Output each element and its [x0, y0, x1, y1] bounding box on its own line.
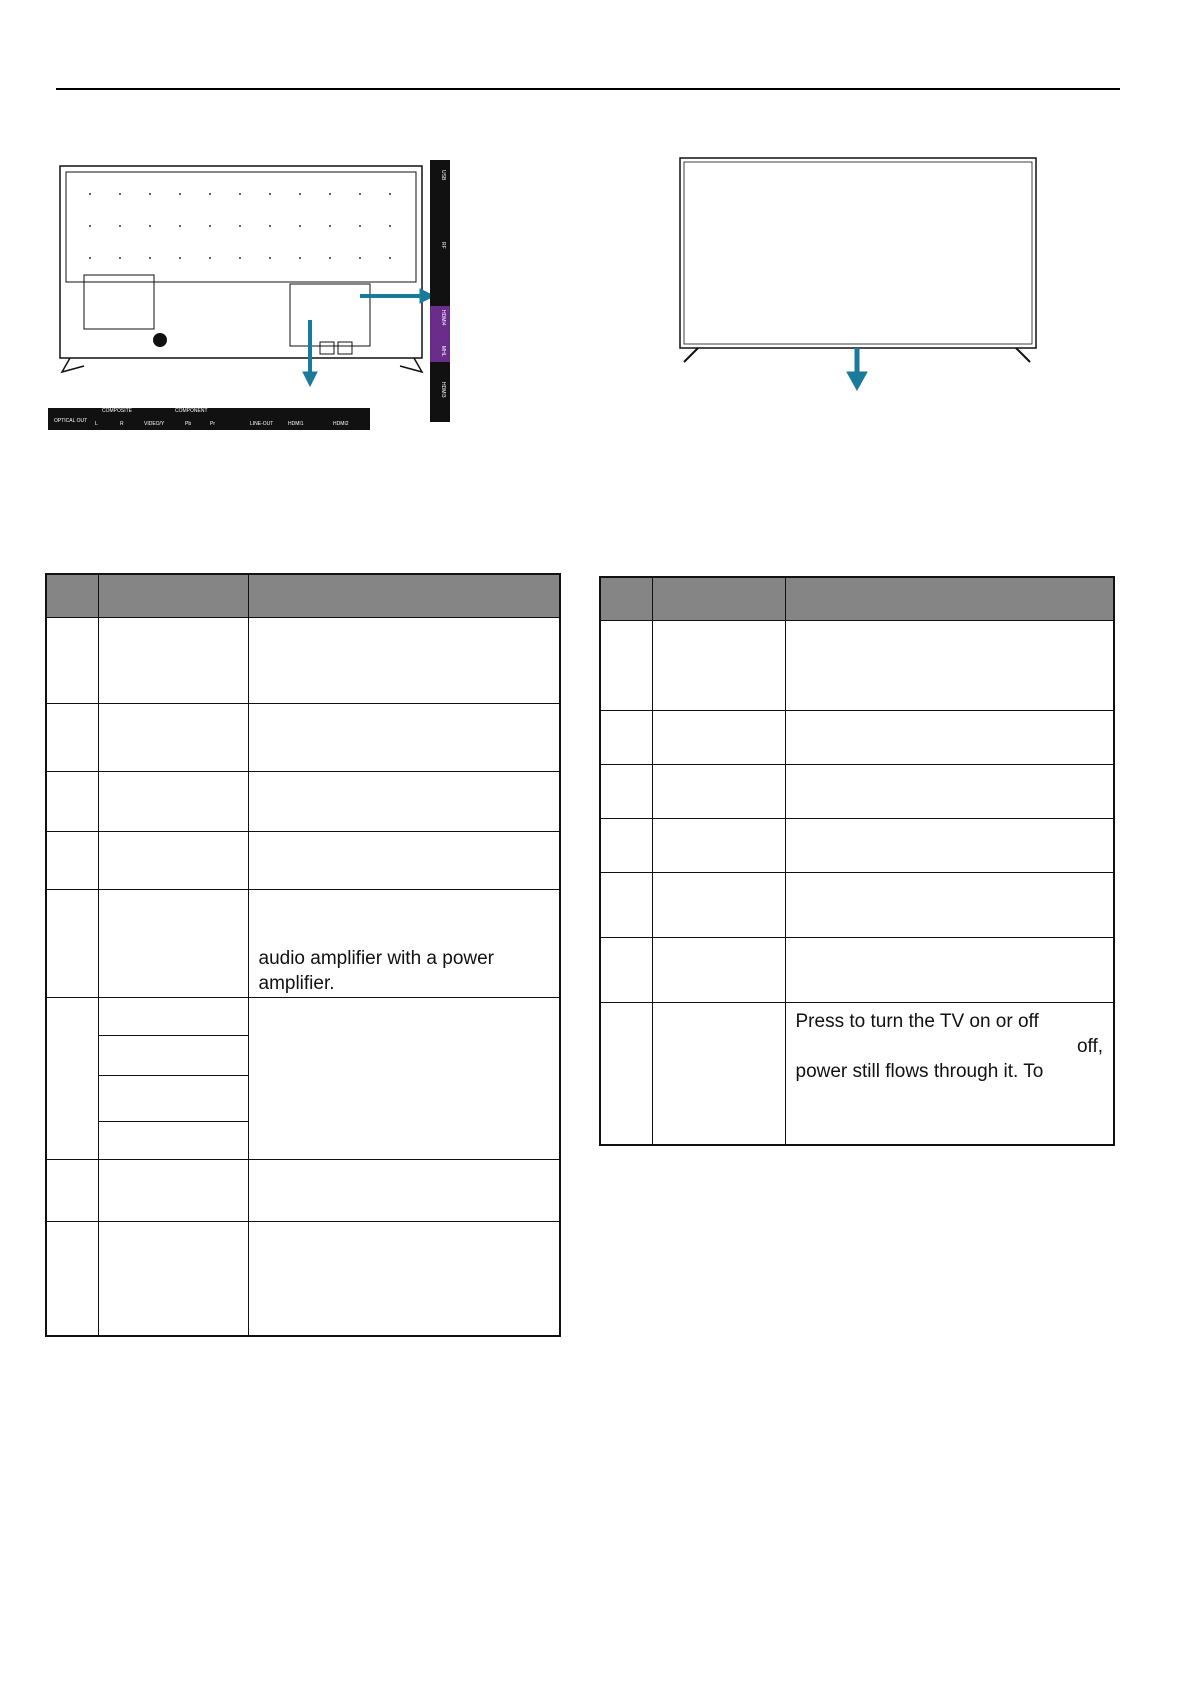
vent-dots [89, 193, 391, 259]
connection-arrows [303, 289, 434, 386]
tv-rear-view-diagram [40, 150, 520, 470]
table-row [600, 765, 1114, 819]
svg-text:R: R [120, 421, 124, 427]
svg-text:L: L [95, 421, 98, 427]
table-row [46, 832, 560, 890]
svg-text:USB: USB [440, 170, 446, 181]
svg-text:HDMI1: HDMI1 [288, 421, 304, 427]
svg-text:RF: RF [440, 242, 446, 249]
table-row [600, 711, 1114, 765]
svg-text:COMPOSITE: COMPOSITE [102, 408, 133, 414]
power-line3: power still flows through it. To [795, 1061, 1044, 1082]
table-row [600, 621, 1114, 711]
svg-text:VIDEO/Y: VIDEO/Y [144, 421, 165, 427]
table-header-row [46, 574, 560, 618]
power-line1: Press to turn the TV on or off [795, 1011, 1039, 1032]
svg-text:COMPONENT: COMPONENT [175, 408, 208, 414]
svg-text:Pr: Pr [210, 421, 215, 427]
right-spec-table [599, 576, 1115, 1146]
svg-text:Pb: Pb [185, 421, 192, 427]
table-row [600, 1003, 1114, 1145]
row5-line3: audio amplifier with a power [258, 948, 495, 969]
svg-text:HDMI2: HDMI2 [333, 421, 349, 427]
table-row [46, 704, 560, 772]
table-row [46, 1222, 560, 1336]
table-row [46, 998, 560, 1036]
table-row [46, 772, 560, 832]
tv-front-view-diagram [670, 150, 1050, 410]
table-row [46, 890, 560, 998]
table-row [600, 873, 1114, 938]
power-line2: off, [1076, 1036, 1103, 1057]
svg-text:MHL: MHL [440, 346, 446, 357]
top-rule [56, 88, 1120, 90]
table-header-row [600, 577, 1114, 621]
row5-line4: amplifier. [258, 973, 335, 994]
svg-text:HDMI3: HDMI3 [440, 382, 446, 398]
table-row [46, 618, 560, 704]
power-button-arrow [847, 348, 867, 390]
svg-text:HDMI4: HDMI4 [440, 310, 446, 326]
left-spec-table [45, 573, 561, 1337]
table-row [600, 938, 1114, 1003]
table-row [46, 1160, 560, 1222]
table-row [600, 819, 1114, 873]
svg-text:LINE-OUT: LINE-OUT [250, 421, 274, 427]
svg-text:OPTICAL OUT: OPTICAL OUT [54, 418, 88, 424]
